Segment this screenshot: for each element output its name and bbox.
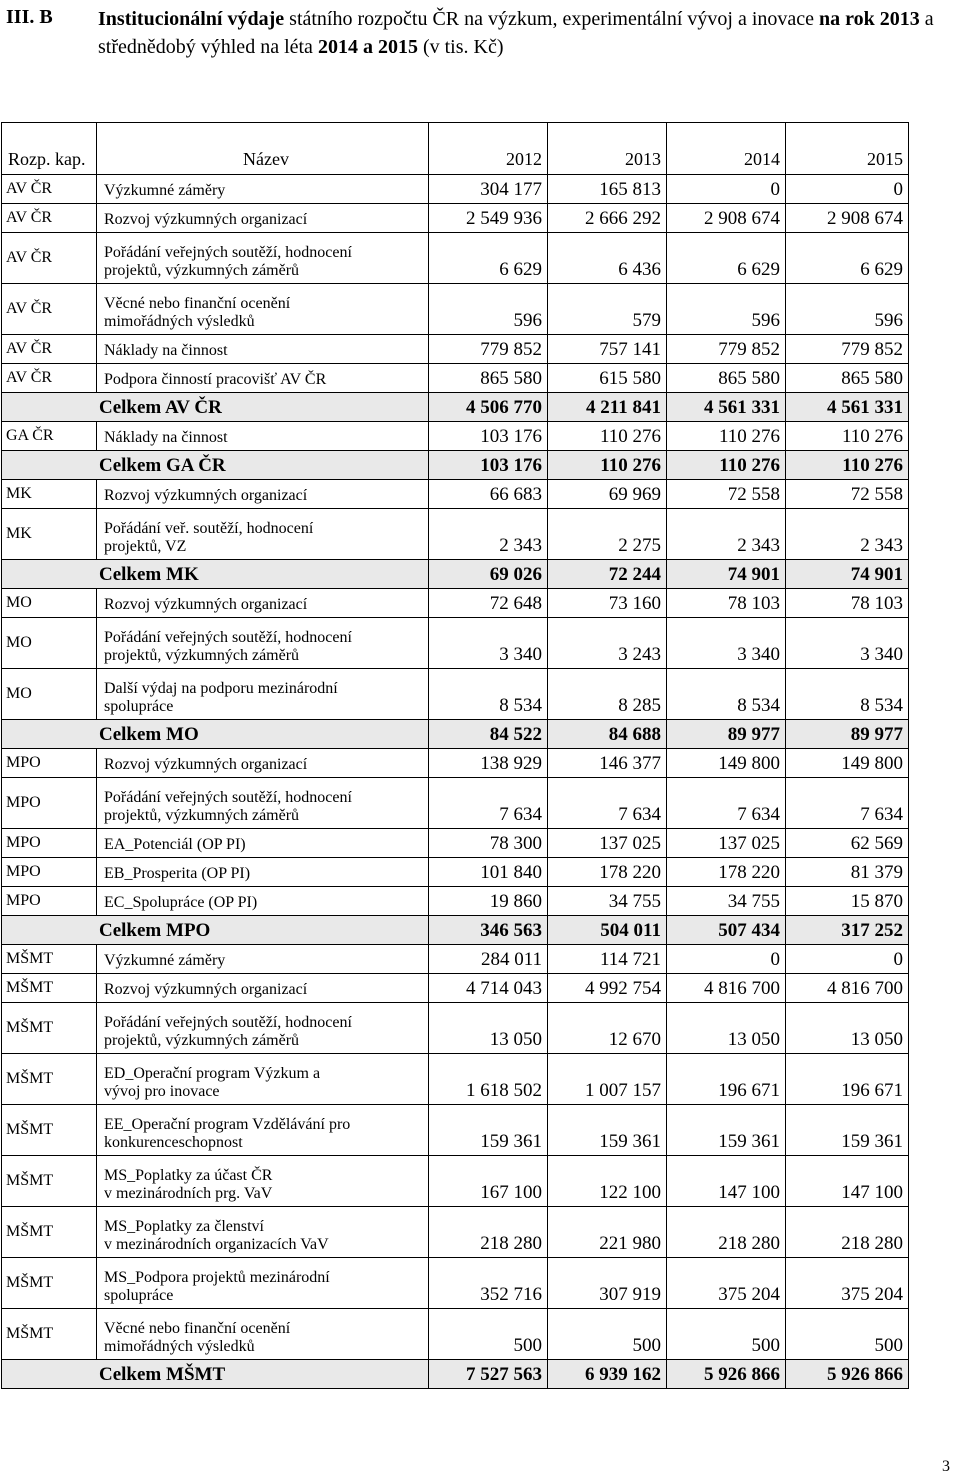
value-cell-2012: 352 716 <box>429 1258 548 1309</box>
value-cell-2013: 122 100 <box>548 1156 667 1207</box>
value-cell-2012: 19 860 <box>429 887 548 916</box>
value-cell-2014: 137 025 <box>667 829 786 858</box>
value-cell-2015: 3 340 <box>786 618 909 669</box>
value-cell-2013: 8 285 <box>548 669 667 720</box>
value-cell-2014: 2 908 674 <box>667 204 786 233</box>
chapter-cell: AV ČR <box>2 335 97 364</box>
item-name-line-1: MS_Poplatky za členství <box>104 1218 264 1235</box>
value-cell-2014: 500 <box>667 1309 786 1360</box>
value-cell-2014: 110 276 <box>667 451 786 480</box>
chapter-cell: AV ČR <box>2 364 97 393</box>
value-cell-2013: 615 580 <box>548 364 667 393</box>
chapter-cell: MŠMT <box>2 1309 97 1360</box>
value-cell-2012: 69 026 <box>429 560 548 589</box>
item-name-cell: EB_Prosperita (OP PI) <box>97 858 429 887</box>
item-name-cell: Podpora činností pracovišť AV ČR <box>97 364 429 393</box>
value-cell-2013: 221 980 <box>548 1207 667 1258</box>
table-body <box>2 175 909 1389</box>
value-cell-2013: 69 969 <box>548 480 667 509</box>
item-name-cell: Rozvoj výzkumných organizací <box>97 749 429 778</box>
value-cell-2015: 78 103 <box>786 589 909 618</box>
value-cell-2014: 8 534 <box>667 669 786 720</box>
table-row <box>2 778 909 829</box>
value-cell-2012: 103 176 <box>429 422 548 451</box>
chapter-cell: AV ČR <box>2 284 97 335</box>
table-row <box>2 204 909 233</box>
chapter-cell: MK <box>2 480 97 509</box>
item-name-line-2: projektů, VZ <box>104 538 187 555</box>
table-row <box>2 284 909 335</box>
table-row <box>2 364 909 393</box>
value-cell-2012: 596 <box>429 284 548 335</box>
value-cell-2014: 4 561 331 <box>667 393 786 422</box>
value-cell-2014: 596 <box>667 284 786 335</box>
value-cell-2015: 7 634 <box>786 778 909 829</box>
value-cell-2012: 284 011 <box>429 945 548 974</box>
chapter-cell: MŠMT <box>2 1054 97 1105</box>
value-cell-2013: 2 666 292 <box>548 204 667 233</box>
value-cell-2013: 137 025 <box>548 829 667 858</box>
value-cell-2012: 346 563 <box>429 916 548 945</box>
table-row <box>2 233 909 284</box>
value-cell-2012: 2 549 936 <box>429 204 548 233</box>
value-cell-2014: 865 580 <box>667 364 786 393</box>
table-row <box>2 887 909 916</box>
value-cell-2012: 138 929 <box>429 749 548 778</box>
value-cell-2013: 3 243 <box>548 618 667 669</box>
value-cell-2012: 78 300 <box>429 829 548 858</box>
total-label: Celkem MŠMT <box>2 1360 429 1389</box>
page-number: 3 <box>942 1458 950 1475</box>
value-cell-2015: 110 276 <box>786 422 909 451</box>
table-row <box>2 618 909 669</box>
item-name-line-1: Pořádání veř. soutěží, hodnocení <box>104 520 314 537</box>
chapter-cell: MK <box>2 509 97 560</box>
value-cell-2014: 147 100 <box>667 1156 786 1207</box>
total-label: Celkem MPO <box>2 916 429 945</box>
table-row <box>2 669 909 720</box>
title-part-1: státního rozpočtu ČR na výzkum, experimentální vývoj a inovace <box>284 8 820 30</box>
value-cell-2014: 779 852 <box>667 335 786 364</box>
item-name-line-1: MS_Podpora projektů mezinárodní <box>104 1269 330 1286</box>
table-row <box>2 589 909 618</box>
chapter-cell: MPO <box>2 829 97 858</box>
chapter-cell: MO <box>2 618 97 669</box>
value-cell-2014: 178 220 <box>667 858 786 887</box>
value-cell-2015: 72 558 <box>786 480 909 509</box>
item-name-line-1: Pořádání veřejných soutěží, hodnocení <box>104 629 352 646</box>
chapter-cell: MŠMT <box>2 974 97 1003</box>
table-header-row <box>2 123 909 175</box>
value-cell-2013: 72 244 <box>548 560 667 589</box>
value-cell-2012: 66 683 <box>429 480 548 509</box>
value-cell-2014: 375 204 <box>667 1258 786 1309</box>
item-name-line-2: projektů, výzkumných záměrů <box>104 262 300 279</box>
value-cell-2015: 865 580 <box>786 364 909 393</box>
value-cell-2015: 15 870 <box>786 887 909 916</box>
table-row <box>2 175 909 204</box>
item-name-line-2: projektů, výzkumných záměrů <box>104 807 300 824</box>
value-cell-2014: 72 558 <box>667 480 786 509</box>
chapter-cell: GA ČR <box>2 422 97 451</box>
item-name-cell <box>97 1054 429 1105</box>
value-cell-2015: 2 908 674 <box>786 204 909 233</box>
value-cell-2014: 507 434 <box>667 916 786 945</box>
value-cell-2015: 159 361 <box>786 1105 909 1156</box>
value-cell-2012: 1 618 502 <box>429 1054 548 1105</box>
value-cell-2015: 218 280 <box>786 1207 909 1258</box>
value-cell-2014: 159 361 <box>667 1105 786 1156</box>
value-cell-2013: 579 <box>548 284 667 335</box>
header-name: Název <box>97 123 429 175</box>
total-label: Celkem MK <box>2 560 429 589</box>
page-title <box>98 5 948 61</box>
value-cell-2012: 84 522 <box>429 720 548 749</box>
value-cell-2015: 6 629 <box>786 233 909 284</box>
table-total-row <box>2 560 909 589</box>
item-name-cell: Náklady na činnost <box>97 335 429 364</box>
value-cell-2013: 114 721 <box>548 945 667 974</box>
value-cell-2014: 4 816 700 <box>667 974 786 1003</box>
value-cell-2013: 1 007 157 <box>548 1054 667 1105</box>
value-cell-2013: 7 634 <box>548 778 667 829</box>
item-name-cell <box>97 1258 429 1309</box>
value-cell-2015: 596 <box>786 284 909 335</box>
value-cell-2014: 78 103 <box>667 589 786 618</box>
table-total-row <box>2 393 909 422</box>
value-cell-2012: 500 <box>429 1309 548 1360</box>
value-cell-2014: 0 <box>667 945 786 974</box>
value-cell-2012: 7 527 563 <box>429 1360 548 1389</box>
table-total-row <box>2 916 909 945</box>
chapter-cell: MPO <box>2 749 97 778</box>
value-cell-2013: 178 220 <box>548 858 667 887</box>
value-cell-2013: 159 361 <box>548 1105 667 1156</box>
table-total-row <box>2 720 909 749</box>
value-cell-2013: 146 377 <box>548 749 667 778</box>
item-name-cell <box>97 1003 429 1054</box>
table-row <box>2 1156 909 1207</box>
value-cell-2015: 0 <box>786 945 909 974</box>
item-name-line-1: Pořádání veřejných soutěží, hodnocení <box>104 244 352 261</box>
table-row <box>2 858 909 887</box>
item-name-line-1: ED_Operační program Výzkum a <box>104 1065 321 1082</box>
chapter-cell: MŠMT <box>2 1207 97 1258</box>
value-cell-2015: 13 050 <box>786 1003 909 1054</box>
value-cell-2015: 5 926 866 <box>786 1360 909 1389</box>
item-name-line-2: spolupráce <box>104 1287 174 1304</box>
title-bold-2: na rok 2013 <box>819 8 920 30</box>
table-row <box>2 829 909 858</box>
chapter-cell: MO <box>2 589 97 618</box>
item-name-cell: Rozvoj výzkumných organizací <box>97 974 429 1003</box>
item-name-line-1: Pořádání veřejných soutěží, hodnocení <box>104 1014 352 1031</box>
total-label: Celkem MO <box>2 720 429 749</box>
value-cell-2014: 196 671 <box>667 1054 786 1105</box>
item-name-cell <box>97 1207 429 1258</box>
chapter-cell: MŠMT <box>2 1258 97 1309</box>
value-cell-2012: 103 176 <box>429 451 548 480</box>
chapter-cell: MŠMT <box>2 945 97 974</box>
value-cell-2014: 6 629 <box>667 233 786 284</box>
item-name-line-1: Věcné nebo finanční ocenění <box>104 295 291 312</box>
table-row <box>2 1105 909 1156</box>
table-row <box>2 1309 909 1360</box>
item-name-line-2: mimořádných výsledků <box>104 1338 255 1355</box>
value-cell-2012: 159 361 <box>429 1105 548 1156</box>
value-cell-2015: 375 204 <box>786 1258 909 1309</box>
table-row <box>2 945 909 974</box>
value-cell-2015: 196 671 <box>786 1054 909 1105</box>
item-name-line-1: Věcné nebo finanční ocenění <box>104 1320 291 1337</box>
chapter-cell: AV ČR <box>2 233 97 284</box>
chapter-cell: MPO <box>2 778 97 829</box>
title-bold-3: 2014 a 2015 <box>317 36 418 58</box>
value-cell-2013: 6 436 <box>548 233 667 284</box>
value-cell-2014: 218 280 <box>667 1207 786 1258</box>
value-cell-2014: 3 340 <box>667 618 786 669</box>
value-cell-2014: 110 276 <box>667 422 786 451</box>
value-cell-2015: 4 816 700 <box>786 974 909 1003</box>
header-year-2013: 2013 <box>548 123 667 175</box>
value-cell-2015: 62 569 <box>786 829 909 858</box>
total-label: Celkem AV ČR <box>2 393 429 422</box>
item-name-line-2: mimořádných výsledků <box>104 313 255 330</box>
value-cell-2015: 81 379 <box>786 858 909 887</box>
table-row <box>2 509 909 560</box>
value-cell-2012: 8 534 <box>429 669 548 720</box>
value-cell-2012: 865 580 <box>429 364 548 393</box>
value-cell-2012: 2 343 <box>429 509 548 560</box>
value-cell-2012: 4 506 770 <box>429 393 548 422</box>
table-total-row <box>2 1360 909 1389</box>
value-cell-2013: 110 276 <box>548 422 667 451</box>
item-name-cell <box>97 1105 429 1156</box>
value-cell-2013: 2 275 <box>548 509 667 560</box>
header-year-2012: 2012 <box>429 123 548 175</box>
value-cell-2015: 74 901 <box>786 560 909 589</box>
item-name-cell <box>97 618 429 669</box>
item-name-cell: Rozvoj výzkumných organizací <box>97 589 429 618</box>
value-cell-2014: 13 050 <box>667 1003 786 1054</box>
value-cell-2013: 4 992 754 <box>548 974 667 1003</box>
item-name-line-2: v mezinárodních organizacích VaV <box>104 1236 329 1253</box>
table-row <box>2 1207 909 1258</box>
value-cell-2013: 757 141 <box>548 335 667 364</box>
item-name-line-2: spolupráce <box>104 698 174 715</box>
value-cell-2015: 2 343 <box>786 509 909 560</box>
chapter-cell: AV ČR <box>2 204 97 233</box>
value-cell-2015: 779 852 <box>786 335 909 364</box>
item-name-cell: Rozvoj výzkumných organizací <box>97 480 429 509</box>
item-name-line-2: projektů, výzkumných záměrů <box>104 1032 300 1049</box>
item-name-cell <box>97 1309 429 1360</box>
value-cell-2013: 34 755 <box>548 887 667 916</box>
item-name-line-2: vývoj pro inovace <box>104 1083 220 1100</box>
value-cell-2013: 73 160 <box>548 589 667 618</box>
value-cell-2012: 6 629 <box>429 233 548 284</box>
value-cell-2015: 8 534 <box>786 669 909 720</box>
budget-table <box>1 122 909 1389</box>
table-row <box>2 335 909 364</box>
value-cell-2013: 500 <box>548 1309 667 1360</box>
value-cell-2012: 7 634 <box>429 778 548 829</box>
value-cell-2015: 147 100 <box>786 1156 909 1207</box>
chapter-cell: MPO <box>2 887 97 916</box>
value-cell-2013: 307 919 <box>548 1258 667 1309</box>
value-cell-2015: 89 977 <box>786 720 909 749</box>
value-cell-2012: 218 280 <box>429 1207 548 1258</box>
title-part-3: (v tis. Kč) <box>417 36 504 58</box>
value-cell-2012: 4 714 043 <box>429 974 548 1003</box>
value-cell-2012: 167 100 <box>429 1156 548 1207</box>
chapter-cell: MŠMT <box>2 1105 97 1156</box>
value-cell-2013: 110 276 <box>548 451 667 480</box>
chapter-cell: MPO <box>2 858 97 887</box>
item-name-cell <box>97 284 429 335</box>
table-row <box>2 749 909 778</box>
item-name-line-2: v mezinárodních prg. VaV <box>104 1185 273 1202</box>
title-bold-1: Institucionální výdaje <box>98 8 285 30</box>
value-cell-2013: 4 211 841 <box>548 393 667 422</box>
item-name-line-1: MS_Poplatky za účast ČR <box>104 1167 273 1184</box>
value-cell-2015: 110 276 <box>786 451 909 480</box>
item-name-line-1: EE_Operační program Vzdělávání pro <box>104 1116 351 1133</box>
value-cell-2012: 3 340 <box>429 618 548 669</box>
table-row <box>2 1054 909 1105</box>
value-cell-2014: 2 343 <box>667 509 786 560</box>
value-cell-2015: 4 561 331 <box>786 393 909 422</box>
item-name-cell: Výzkumné záměry <box>97 945 429 974</box>
header-year-2015: 2015 <box>786 123 909 175</box>
value-cell-2012: 779 852 <box>429 335 548 364</box>
value-cell-2012: 72 648 <box>429 589 548 618</box>
item-name-cell <box>97 669 429 720</box>
table-total-row <box>2 451 909 480</box>
value-cell-2013: 165 813 <box>548 175 667 204</box>
value-cell-2014: 74 901 <box>667 560 786 589</box>
value-cell-2014: 149 800 <box>667 749 786 778</box>
value-cell-2015: 149 800 <box>786 749 909 778</box>
chapter-cell: MŠMT <box>2 1003 97 1054</box>
item-name-cell: EC_Spolupráce (OP PI) <box>97 887 429 916</box>
section-label: III. B <box>6 6 53 28</box>
header-chapter: Rozp. kap. <box>2 123 97 175</box>
value-cell-2015: 317 252 <box>786 916 909 945</box>
header-year-2014: 2014 <box>667 123 786 175</box>
value-cell-2015: 500 <box>786 1309 909 1360</box>
value-cell-2015: 0 <box>786 175 909 204</box>
chapter-cell: MŠMT <box>2 1156 97 1207</box>
value-cell-2013: 12 670 <box>548 1003 667 1054</box>
value-cell-2013: 6 939 162 <box>548 1360 667 1389</box>
value-cell-2014: 89 977 <box>667 720 786 749</box>
value-cell-2012: 101 840 <box>429 858 548 887</box>
value-cell-2014: 34 755 <box>667 887 786 916</box>
item-name-cell <box>97 1156 429 1207</box>
item-name-cell: Rozvoj výzkumných organizací <box>97 204 429 233</box>
total-label: Celkem GA ČR <box>2 451 429 480</box>
table-row <box>2 422 909 451</box>
title-part-2: a střednědobý výhled na léta <box>98 8 934 58</box>
item-name-cell: Náklady na činnost <box>97 422 429 451</box>
item-name-cell <box>97 233 429 284</box>
item-name-cell <box>97 778 429 829</box>
item-name-cell <box>97 509 429 560</box>
table-row <box>2 1003 909 1054</box>
chapter-cell: MO <box>2 669 97 720</box>
value-cell-2012: 13 050 <box>429 1003 548 1054</box>
item-name-line-1: Pořádání veřejných soutěží, hodnocení <box>104 789 352 806</box>
value-cell-2014: 7 634 <box>667 778 786 829</box>
item-name-line-2: projektů, výzkumných záměrů <box>104 647 300 664</box>
table-row <box>2 1258 909 1309</box>
table-row <box>2 480 909 509</box>
chapter-cell: AV ČR <box>2 175 97 204</box>
value-cell-2013: 84 688 <box>548 720 667 749</box>
value-cell-2014: 5 926 866 <box>667 1360 786 1389</box>
value-cell-2012: 304 177 <box>429 175 548 204</box>
item-name-line-1: Další výdaj na podporu mezinárodní <box>104 680 338 697</box>
item-name-cell: EA_Potenciál (OP PI) <box>97 829 429 858</box>
table-row <box>2 974 909 1003</box>
value-cell-2013: 504 011 <box>548 916 667 945</box>
item-name-cell: Výzkumné záměry <box>97 175 429 204</box>
item-name-line-2: konkurenceschopnost <box>104 1134 243 1151</box>
value-cell-2014: 0 <box>667 175 786 204</box>
